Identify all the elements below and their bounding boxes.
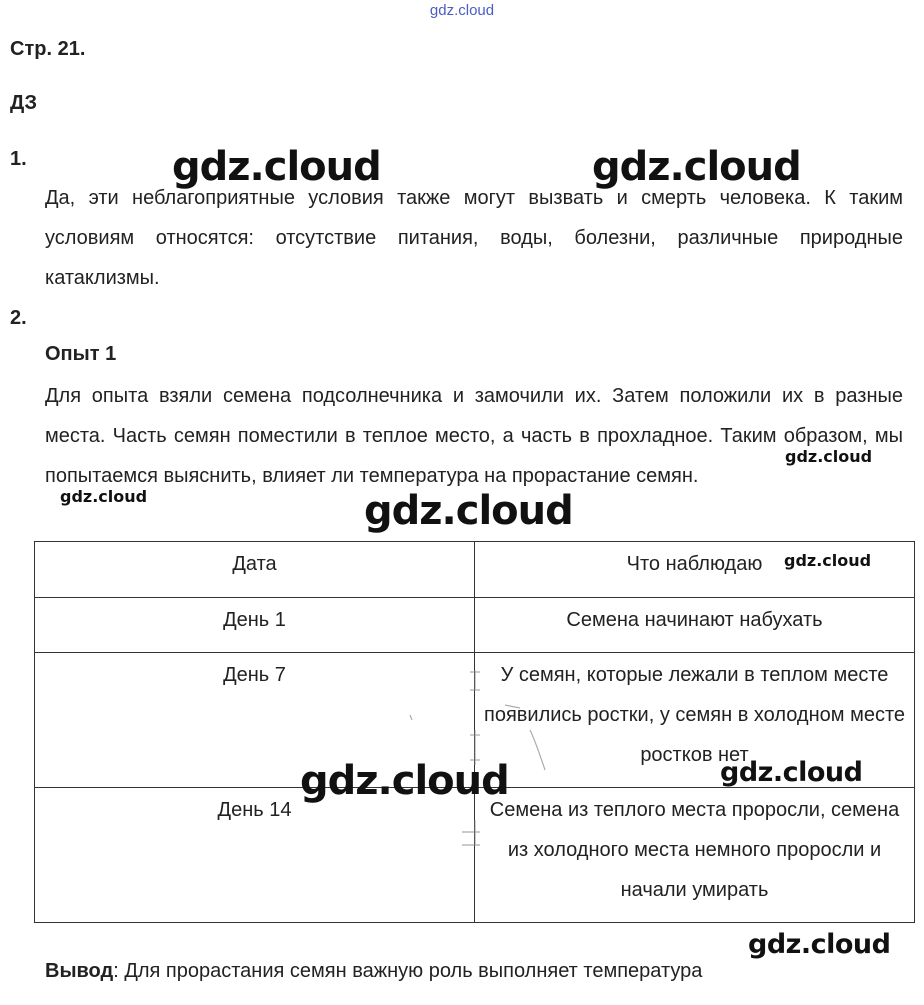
watermark-text: gdz.cloud <box>592 144 801 190</box>
watermark-text: gdz.cloud <box>748 929 891 960</box>
page-reference: Стр. 21. <box>10 38 86 60</box>
watermark-text: gdz.cloud <box>720 757 863 788</box>
table-header-row <box>35 542 915 598</box>
row-date: День 14 <box>35 788 475 923</box>
watermark-text: gdz.cloud <box>784 551 872 570</box>
table-row <box>35 598 915 653</box>
watermark-text: gdz.cloud <box>364 488 573 534</box>
conclusion <box>45 960 702 983</box>
header-date: Дата <box>35 542 475 598</box>
row-date: День 7 <box>35 653 475 788</box>
top-watermark: gdz.cloud <box>429 2 495 19</box>
row-observation: Семена начинают набухать <box>475 598 915 653</box>
watermark-text: gdz.cloud <box>785 447 873 466</box>
watermark-text: gdz.cloud <box>172 144 381 190</box>
header-observation: Что наблюдаю <box>475 542 915 598</box>
conclusion-label: Вывод <box>45 960 114 982</box>
task-2-number: 2. <box>10 307 27 329</box>
watermark-text: gdz.cloud <box>60 487 148 506</box>
row-date: День 1 <box>35 598 475 653</box>
task-1-text: Да, эти неблагоприятные условия также могут вызвать и смерть человека. К таким условиям относятся: отсутствие питания, воды, болезни, различные природные катаклизмы. <box>45 187 903 289</box>
homework-label: ДЗ <box>10 92 38 114</box>
row-observation: Семена из теплого места проросли, семена из холодного места немного проросли и начали умирать <box>475 788 915 923</box>
task-1-number: 1. <box>10 148 27 170</box>
experiment-title: Опыт 1 <box>45 343 117 365</box>
row-observation: У семян, которые лежали в теплом месте появились ростки, у семян в холодном месте ростков нет <box>475 653 915 788</box>
experiment-description: Для опыта взяли семена подсолнечника и замочили их. Затем положили их в разные места. Часть семян поместили в теплое место, а часть в прохладное. Таким образом, мы попытаемся выяснить, влияет ли температура на прорастание семян. <box>45 385 903 487</box>
conclusion-text: : Для прорастания семян важную роль выполняет температура <box>113 960 703 982</box>
watermark-text: gdz.cloud <box>300 758 509 804</box>
